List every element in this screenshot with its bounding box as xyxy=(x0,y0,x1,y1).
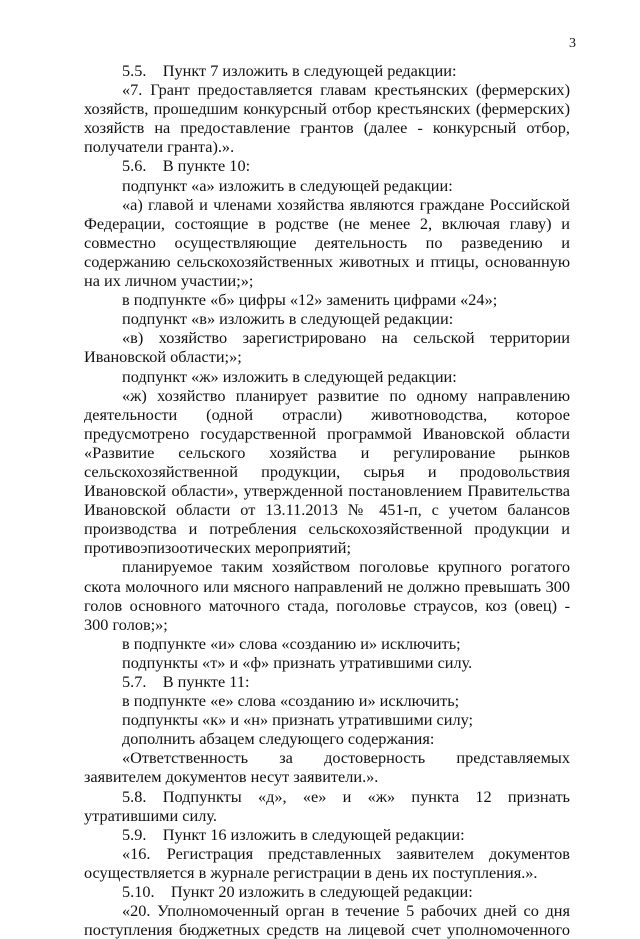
page-number: 3 xyxy=(569,36,576,51)
paragraph: подпункт «а» изложить в следующей редакции: xyxy=(122,175,453,195)
paragraph: дополнить абзацем следующего содержания: xyxy=(122,729,435,749)
paragraph: подпункты «т» и «ф» признать утратившими силу. xyxy=(122,652,473,672)
paragraph: 5.6. В пункте 10: xyxy=(122,156,251,176)
paragraph: в подпункте «е» слова «созданию и» исключить; xyxy=(122,691,460,711)
paragraph: «а) главой и членами хозяйства являются граждане Российской Федерации, состоящие в родстве (не менее 2, включая главу) и совместно осуществляющие деятельность по разведению и содержанию сельскохозяйственных животных и птицы, основанную на их личном участии;»; xyxy=(84,194,570,291)
paragraph: подпункт «ж» изложить в следующей редакции: xyxy=(122,366,457,386)
paragraph: «ж) хозяйство планирует развитие по одному направлению деятельности (одной отрасли) животноводства, которое предусмотрено государственной программой Ивановской области «Развитие сельского хозяйства и регулирование рынков сельскохозяйственной продукции, сырья и продовольствия Ивановской области», утвержденной постановлением Правительства Ивановской области от 13.11.2013 № 451-п, с учетом балансов производства и потребления сельскохозяйственной продукции и противоэпизоотических мероприятий; xyxy=(84,385,570,558)
paragraph: в подпункте «б» цифры «12» заменить цифрами «24»; xyxy=(122,290,498,310)
paragraph: подпункт «в» изложить в следующей редакции: xyxy=(122,309,454,329)
paragraph: «в) хозяйство зарегистрировано на сельской территории Ивановской области;»; xyxy=(84,328,570,367)
paragraph: «20. Уполномоченный орган в течение 5 рабочих дней со дня поступления бюджетных средств на лицевой счет уполномоченного xyxy=(84,901,570,939)
paragraph: «16. Регистрация представленных заявителем документов осуществляется в журнале регистрации в день их поступления.». xyxy=(84,843,570,882)
paragraph: 5.5. Пункт 7 изложить в следующей редакции: xyxy=(122,61,457,80)
paragraph: 5.8. Подпункты «д», «е» и «ж» пункта 12 признать утратившими силу. xyxy=(84,786,570,825)
paragraph: 5.7. В пункте 11: xyxy=(122,672,250,691)
paragraph: 5.9. Пункт 16 изложить в следующей редакции: xyxy=(122,824,465,844)
paragraph: «Ответственность за достоверность представляемых заявителем документов несут заявители.». xyxy=(84,748,570,787)
paragraph: подпункты «к» и «н» признать утратившими силу; xyxy=(122,710,474,730)
paragraph: «7. Грант предоставляется главам крестьянских (фермерских) хозяйств, прошедшим конкурсный отбор крестьянских (фермерских) хозяйств на предоставление грантов (далее - конкурсный отбор, получатели гранта).». xyxy=(84,80,570,157)
paragraph: 5.10. Пункт 20 изложить в следующей редакции: xyxy=(122,882,473,902)
document-body xyxy=(84,61,570,939)
paragraph: планируемое таким хозяйством поголовье крупного рогатого скота молочного или мясного направлений не должно превышать 300 голов основного маточного стада, поголовье страусов, коз (овец) - 300 голов;»; xyxy=(84,557,570,634)
paragraph: в подпункте «и» слова «созданию и» исключить; xyxy=(122,633,461,653)
